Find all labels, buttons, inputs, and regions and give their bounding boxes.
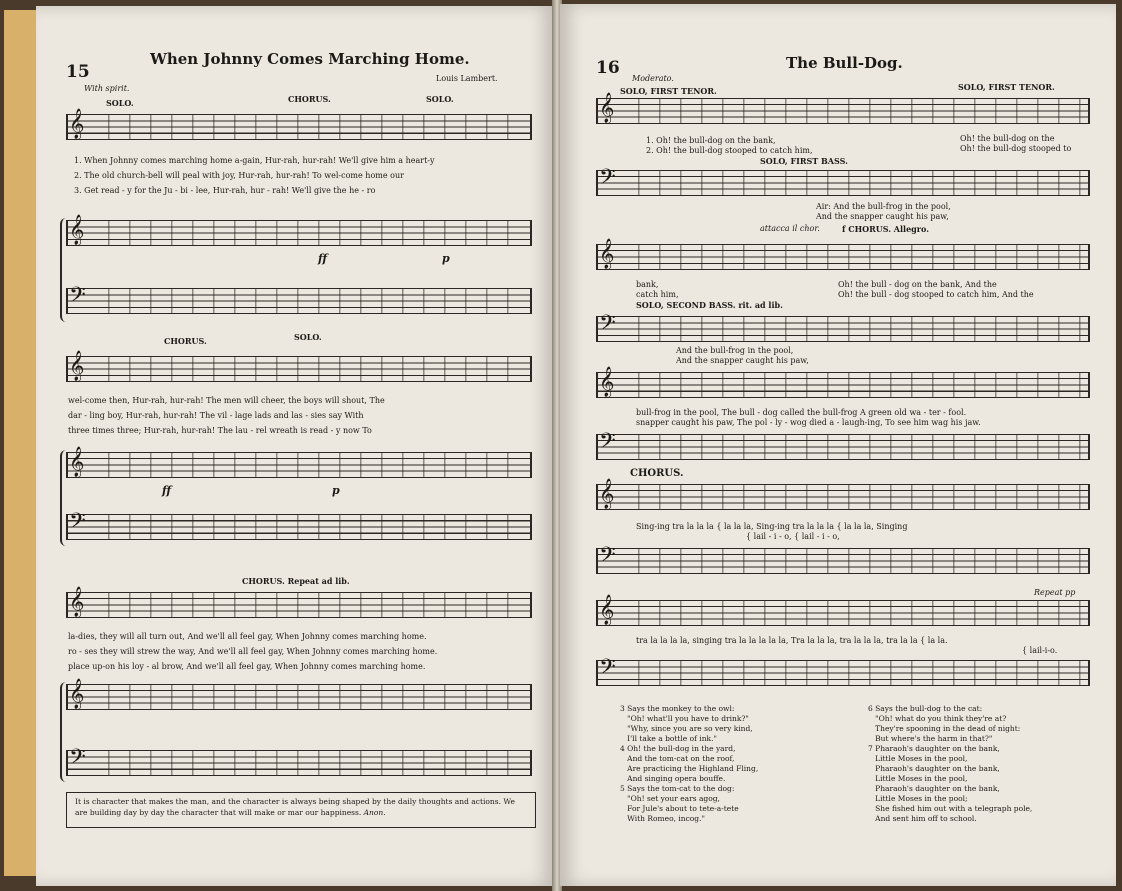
section-label: f CHORUS. Allegro.	[842, 224, 929, 234]
book-edge	[4, 10, 38, 876]
lyric-line: { lail - i - o, { lail - i - o,	[746, 532, 840, 541]
lyric-line: place up-on his loy - al brow, And we'll all feel gay, When Johnny comes marching home.	[68, 662, 426, 671]
lyric-line: And the snapper caught his paw,	[816, 212, 949, 221]
dynamic-marking: p	[332, 484, 340, 497]
lyric-line: 2. Oh! the bull-dog stooped to catch him,	[646, 146, 813, 155]
lyric-line: 3. Get read - y for the Ju - bi - lee, Hur-rah, hur - rah! We'll give the he - ro	[74, 186, 376, 195]
section-label: SOLO, FIRST TENOR.	[958, 82, 1055, 92]
lyric-line: snapper caught his paw, The pol - ly - wog died a - laugh-ing, To see him wag his jaw.	[636, 418, 981, 427]
lyric-line: three times three; Hur-rah, hur-rah! The lau - rel wreath is read - y now To	[68, 426, 372, 435]
piano-treble-staff: 𝄞	[66, 220, 532, 246]
lyric-line: bank,	[636, 280, 659, 289]
vocal-staff: 𝄞	[596, 484, 1090, 510]
lyric-line: And the snapper caught his paw,	[676, 356, 809, 365]
lyric-line: dar - ling boy, Hur-rah, hur-rah! The vil - lage lads and las - sies say With	[68, 411, 364, 420]
section-label: SOLO, FIRST TENOR.	[620, 86, 717, 96]
section-label: SOLO.	[294, 332, 322, 342]
page-number: 15	[66, 62, 90, 82]
left-page	[36, 6, 554, 886]
section-label: Repeat pp	[1034, 588, 1076, 597]
lyric-line: bull-frog in the pool, The bull - dog called the bull-frog A green old wa - ter - fool.	[636, 408, 967, 417]
lyric-line: 2. The old church-bell will peal with joy, Hur-rah, hur-rah! To wel-come home our	[74, 171, 404, 180]
bass-staff: 𝄢	[596, 434, 1090, 460]
lyric-line: Oh! the bull-dog stooped to	[960, 144, 1072, 153]
lyric-line: wel-come then, Hur-rah, hur-rah! The men will cheer, the boys will shout, The	[68, 396, 385, 405]
section-label: CHORUS.	[164, 336, 207, 346]
lyric-line: 1. Oh! the bull-dog on the bank,	[646, 136, 776, 145]
right-page	[560, 4, 1116, 886]
bass-staff: 𝄢	[596, 548, 1090, 574]
vocal-staff: 𝄞	[66, 356, 532, 382]
quote-author: Anon.	[363, 808, 386, 817]
piano-bass-staff: 𝄢	[66, 514, 532, 540]
lyric-line: Oh! the bull - dog stooped to catch him, And the	[838, 290, 1034, 299]
verses-column: 3 Says the monkey to the owl: "Oh! what'll you have to drink?" "Why, since you are so very kind, I'll take a bottle of ink." 4 Oh! the bull-dog in the yard, And the tom-cat on the roof, Are practicing the Highland Fling, And singing opera bouffe. 5 Says the tom-cat to the dog: "Oh! set your ears agog, For Jule's about to tete-a-tete With Romeo, incog."	[620, 704, 759, 823]
lyric-line: la-dies, they will all turn out, And we'll all feel gay, When Johnny comes marching home.	[68, 632, 427, 641]
quote-text: It is character that makes the man, and the character is always being shaped by the daily thoughts and actions. We are building day by day the character that will make or mar our happiness.	[75, 797, 515, 817]
section-label: SOLO, SECOND BASS. rit. ad lib.	[636, 300, 783, 310]
tempo-marking: With spirit.	[84, 84, 130, 93]
section-label: CHORUS. Repeat ad lib.	[242, 576, 350, 586]
vocal-staff: 𝄞	[596, 600, 1090, 626]
composer: Louis Lambert.	[436, 74, 498, 83]
section-label: CHORUS.	[288, 94, 331, 104]
lyric-line: { lail-i-o.	[1022, 646, 1058, 655]
dynamic-marking: ff	[162, 484, 172, 497]
lyric-line: ro - ses they will strew the way, And we'll all feel gay, When Johnny comes marching home.	[68, 647, 438, 656]
bass-staff: 𝄢	[596, 170, 1090, 196]
section-label: SOLO, FIRST BASS.	[760, 156, 848, 166]
lyric-line: catch him,	[636, 290, 679, 299]
piano-bass-staff: 𝄢	[66, 288, 532, 314]
dynamic-marking: p	[442, 252, 450, 265]
dynamic-marking: ff	[318, 252, 328, 265]
quote-box	[66, 792, 536, 828]
lyric-line: And the bull-frog in the pool,	[676, 346, 794, 355]
vocal-staff: 𝄞	[66, 592, 532, 618]
page-number: 16	[596, 58, 620, 78]
lyric-line: Air: And the bull-frog in the pool,	[816, 202, 951, 211]
bass-staff: 𝄢	[596, 660, 1090, 686]
lyric-line: Oh! the bull-dog on the	[960, 134, 1055, 143]
vocal-staff: 𝄞	[596, 244, 1090, 270]
section-label: CHORUS.	[630, 468, 684, 479]
section-label: attacca il chor.	[760, 224, 820, 233]
verses-column: 6 Says the bull-dog to the cat: "Oh! what do you think they're at? They're spooning in the dead of night: But where's the harm in that?" 7 Pharaoh's daughter on the bank, Little Moses in the pool, Pharaoh's daughter on the bank, Little Moses in the pool, Pharaoh's daughter on the bank, Little Moses in the pool; She fished him out with a telegraph pole, And sent him off to school.	[868, 704, 1033, 823]
lyric-line: tra la la la la, singing tra la la la la la, Tra la la la, tra la la la, tra la la { la la.	[636, 636, 948, 645]
vocal-staff: 𝄞	[66, 114, 532, 140]
tempo-marking: Moderato.	[632, 74, 674, 83]
lyric-line: Sing-ing tra la la la { la la la, Sing-ing tra la la la { la la la, Singing	[636, 522, 908, 531]
piano-treble-staff: 𝄞	[66, 452, 532, 478]
bass-staff: 𝄢	[596, 316, 1090, 342]
lyric-line: Oh! the bull - dog on the bank, And the	[838, 280, 997, 289]
lyric-line: 1. When Johnny comes marching home a-gain, Hur-rah, hur-rah! We'll give him a heart-y	[74, 156, 435, 165]
vocal-staff: 𝄞	[596, 372, 1090, 398]
section-label: SOLO.	[106, 98, 134, 108]
song-title: The Bull-Dog.	[786, 54, 903, 72]
song-title: When Johnny Comes Marching Home.	[150, 50, 470, 68]
section-label: SOLO.	[426, 94, 454, 104]
piano-treble-staff: 𝄞	[66, 684, 532, 710]
piano-bass-staff: 𝄢	[66, 750, 532, 776]
vocal-staff: 𝄞	[596, 98, 1090, 124]
